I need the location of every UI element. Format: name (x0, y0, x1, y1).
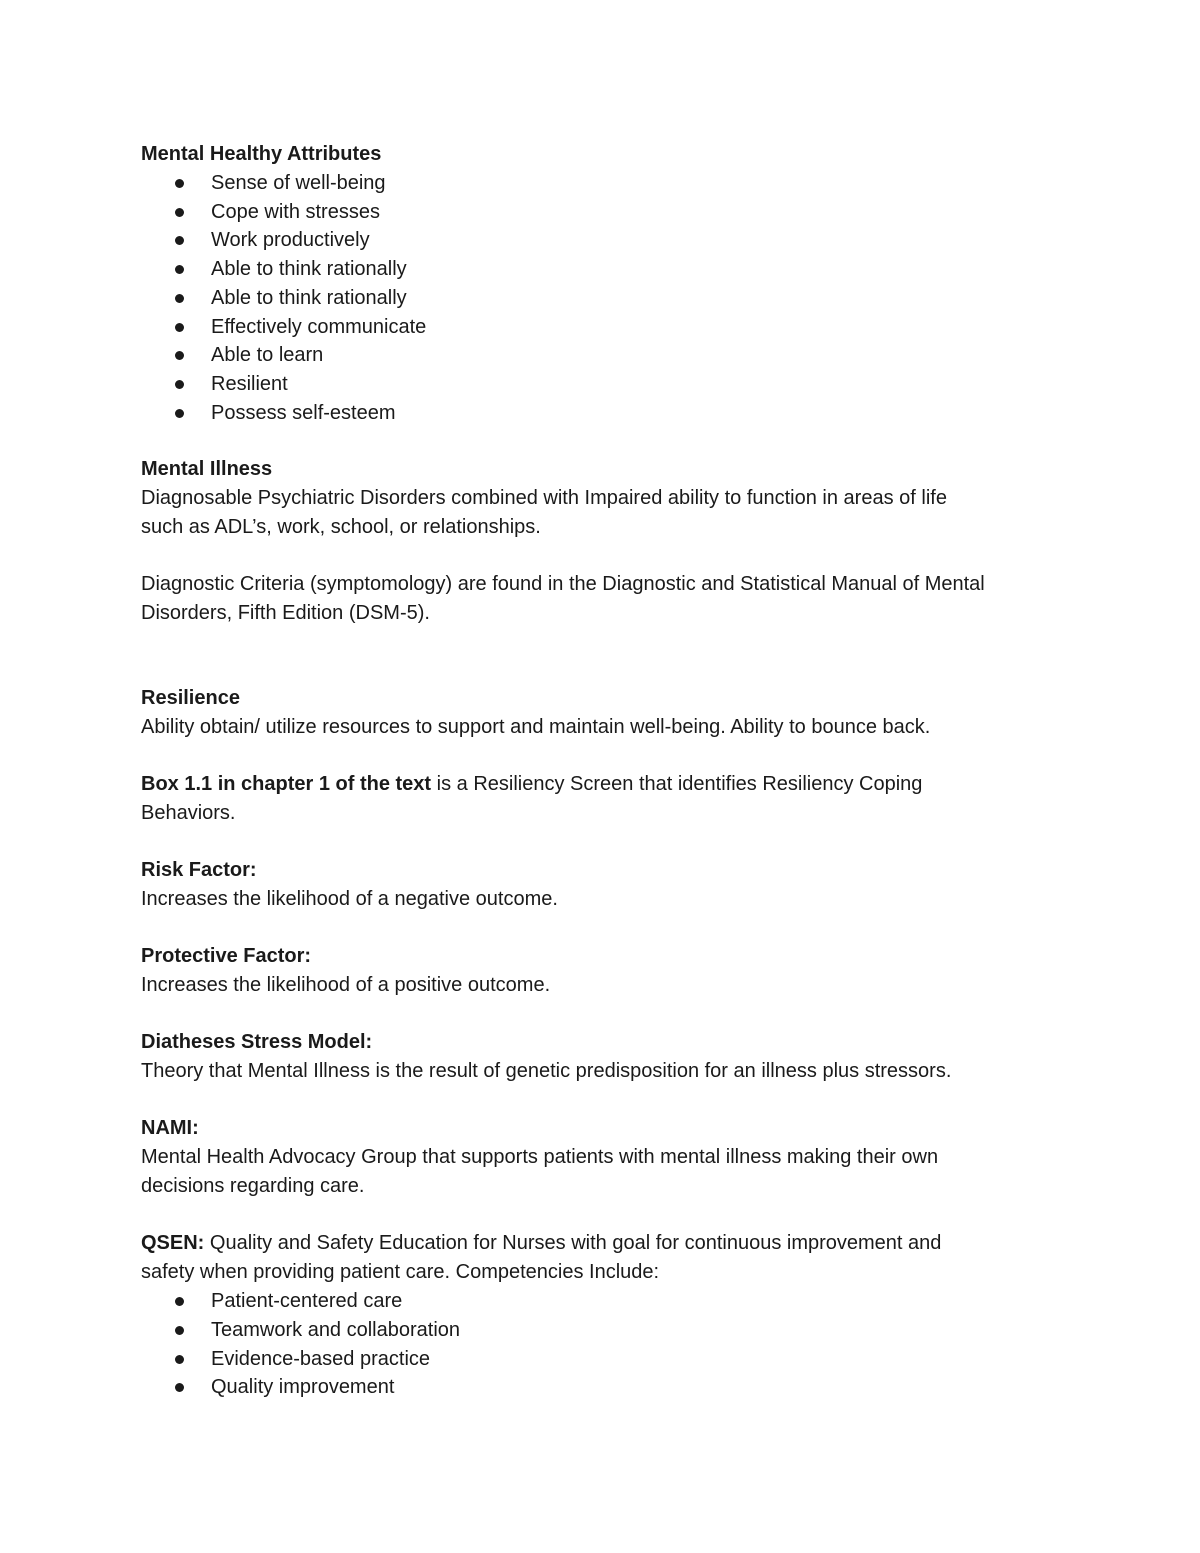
spacer (141, 1086, 1071, 1114)
bullet-icon (175, 409, 184, 418)
section-heading-diatheses: Diatheses Stress Model: (141, 1031, 373, 1054)
section-heading-protective-factor: Protective Factor: (141, 945, 312, 968)
section-heading-mental-illness: Mental Illness (141, 458, 273, 481)
spacer (141, 914, 1071, 942)
bullet-icon (175, 1326, 184, 1335)
criteria-line-2: Disorders, Fifth Edition (DSM-5). (141, 602, 430, 625)
nami-line-2: decisions regarding care. (141, 1175, 365, 1198)
bullet-icon (175, 208, 184, 217)
list-item: Sense of well-being (141, 169, 1071, 198)
qsen-line-1-rest: Quality and Safety Education for Nurses with goal for continuous improvement and (204, 1232, 942, 1255)
list-item: Possess self-esteem (141, 399, 1071, 428)
bullet-icon (175, 380, 184, 389)
box-reference-line-1 (141, 770, 1071, 799)
list-item: Resilient (141, 370, 1071, 399)
list-item: Able to think rationally (141, 255, 1071, 284)
spacer (141, 628, 1071, 684)
list-item: Teamwork and collaboration (141, 1316, 1071, 1345)
mental-illness-line-2: such as ADL’s, work, school, or relationships. (141, 516, 541, 539)
bullet-icon (175, 1355, 184, 1364)
section-heading-qsen: QSEN: (141, 1232, 205, 1255)
bullet-icon (175, 265, 184, 274)
section-heading-nami: NAMI: (141, 1117, 199, 1140)
list-item: Cope with stresses (141, 198, 1071, 227)
section-heading-resilience: Resilience (141, 687, 240, 710)
list-item: Patient-centered care (141, 1287, 1071, 1316)
spacer (141, 1000, 1071, 1028)
spacer (141, 542, 1071, 570)
bullet-icon (175, 294, 184, 303)
list-item: Able to think rationally (141, 284, 1071, 313)
resilience-text: Ability obtain/ utilize resources to support and maintain well-being. Ability to bounce back. (141, 716, 931, 739)
box-reference-rest: is a Resiliency Screen that identifies Resiliency Coping (431, 773, 923, 796)
list-item: Evidence-based practice (141, 1345, 1071, 1374)
nami-line-1: Mental Health Advocacy Group that supports patients with mental illness making their own (141, 1146, 939, 1169)
bullet-icon (175, 1383, 184, 1392)
qsen-line-2: safety when providing patient care. Competencies Include: (141, 1261, 660, 1284)
risk-factor-text: Increases the likelihood of a negative outcome. (141, 888, 558, 911)
bullet-icon (175, 1297, 184, 1306)
spacer (141, 828, 1071, 856)
section-heading-attributes: Mental Healthy Attributes (141, 143, 382, 165)
spacer (141, 1201, 1071, 1229)
box-reference-bold: Box 1.1 in chapter 1 of the text (141, 773, 432, 796)
bullet-icon (175, 179, 184, 188)
list-item: Quality improvement (141, 1373, 1071, 1402)
list-item: Work productively (141, 226, 1071, 255)
spacer (141, 742, 1071, 770)
protective-factor-text: Increases the likelihood of a positive outcome. (141, 974, 551, 997)
mental-illness-line-1: Diagnosable Psychiatric Disorders combined with Impaired ability to function in areas of life (141, 487, 947, 510)
list-item: Able to learn (141, 341, 1071, 370)
bullet-icon (175, 323, 184, 332)
diatheses-text: Theory that Mental Illness is the result of genetic predisposition for an illness plus stressors. (141, 1060, 952, 1083)
spacer (141, 427, 1071, 455)
criteria-line-1: Diagnostic Criteria (symptomology) are found in the Diagnostic and Statistical Manual of Mental (141, 573, 985, 596)
qsen-competencies-list (141, 1287, 1071, 1402)
section-heading-risk-factor: Risk Factor: (141, 859, 257, 882)
bullet-icon (175, 351, 184, 360)
document-page (141, 140, 1071, 1402)
box-reference-line-2: Behaviors. (141, 802, 236, 825)
list-item: Effectively communicate (141, 313, 1071, 342)
attributes-list (141, 169, 1071, 427)
bullet-icon (175, 236, 184, 245)
qsen-line-1 (141, 1229, 1071, 1258)
